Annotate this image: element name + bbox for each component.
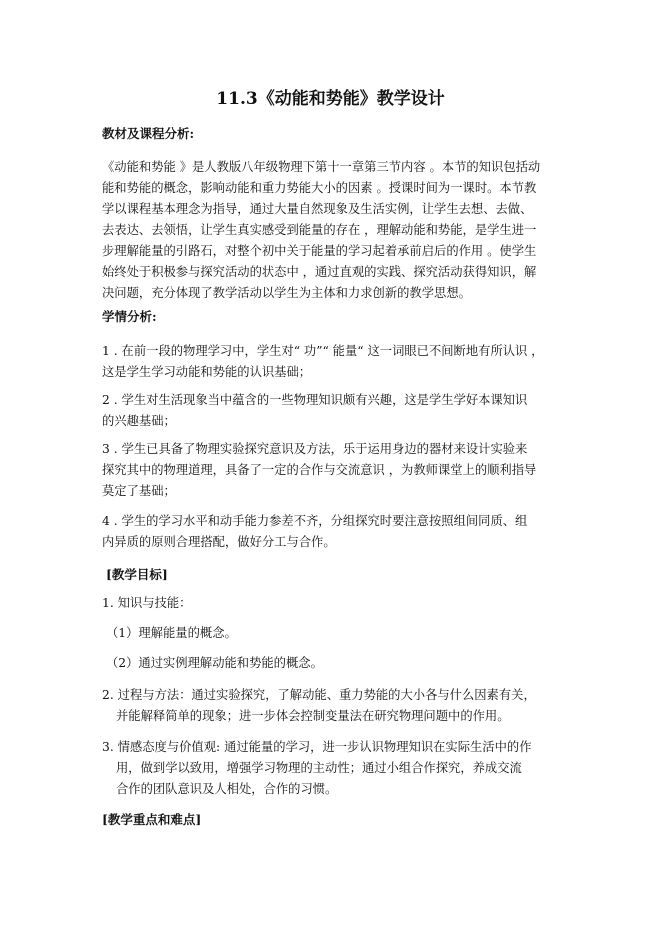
goal-line: 并能解释简单的现象；进一步体会控制变量法在研究物理问题中的作用。 [116, 709, 510, 723]
paragraph-line: 步理解能量的引路石，对整个初中关于能量的学习起着承前启后的作用 。使学生 [102, 244, 537, 258]
list-item-line: 莫定了基础； [102, 484, 176, 498]
paragraph-line: 始终处于积极参与探究活动的状态中 ，通过直观的实践、探究活动获得知识，解 [102, 265, 537, 279]
goal-line: 3. 情感态度与价值观: 通过能量的学习，进一步认识物理知识在实际生活中的作 [102, 740, 532, 754]
paragraph-line: 去表达、去领悟，让学生真实感受到能量的存在 ，理解动能和势能，是学生进一 [102, 223, 537, 237]
list-item-line: 4 . 学生的学习水平和动手能力参差不齐，分组探究时要注意按照组间同质、组 [102, 514, 528, 528]
goal-label: 1. 知识与技能： [102, 596, 192, 610]
section-heading-material: 教材及课程分析: [102, 126, 195, 141]
goal-line: 2. 过程与方法：通过实验探究，了解动能、重力势能的大小各与什么因素有关， [102, 688, 536, 702]
goal-item: （1）理解能量的概念。 [106, 626, 237, 640]
document-title: 11.3《动能和势能》教学设计 [216, 89, 445, 109]
goal-line: 合作的团队意识及人相处，合作的习惯。 [116, 782, 338, 796]
goal-line: 用，做到学以致用，增强学习物理的主动性；通过小组合作探究，养成交流 [116, 761, 522, 775]
list-item-line: 这是学生学习动能和势能的认识基础； [102, 365, 312, 379]
list-item-line: 内异质的原则合理搭配，做好分工与合作。 [102, 535, 336, 549]
section-heading-students: 学情分析: [102, 309, 157, 324]
paragraph-line: 《动能和势能 》是人教版八年级物理下第十一章第三节内容 。本节的知识包括动 [102, 160, 541, 174]
paragraph-line: 决问题，充分体现了教学活动以学生为主体和力求创新的教学思想。 [102, 286, 471, 300]
list-item-line: 探究其中的物理道理，具备了一定的合作与交流意识 ，为教师课堂上的顺利指导 [102, 463, 537, 477]
paragraph-line: 能和势能的概念，影响动能和重力势能大小的因素 。授课时间为一课时。本节教 [102, 181, 537, 195]
goal-item: （2）通过实例理解动能和势能的概念。 [106, 656, 323, 670]
paragraph-line: 学以课程基本理念为指导，通过大量自然现象及生活实例，让学生去想、去做、 [102, 202, 533, 216]
list-item-line: 的兴趣基础； [102, 414, 176, 428]
section-heading-keypoints: [教学重点和难点] [102, 812, 202, 827]
list-item-line: 2 . 学生对生活现象当中蕴含的一些物理知识颇有兴趣，这是学生学好本课知识 [102, 393, 528, 407]
list-item-line: 1 . 在前一段的物理学习中，学生对“ 功”“ 能量“ 这一词眼已不间断地有所认识 ， [102, 344, 544, 358]
section-heading-goals: [教学目标] [106, 567, 168, 582]
list-item-line: 3 . 学生已具备了物理实验探究意识及方法，乐于运用身边的器材来设计实验来 [102, 442, 528, 456]
